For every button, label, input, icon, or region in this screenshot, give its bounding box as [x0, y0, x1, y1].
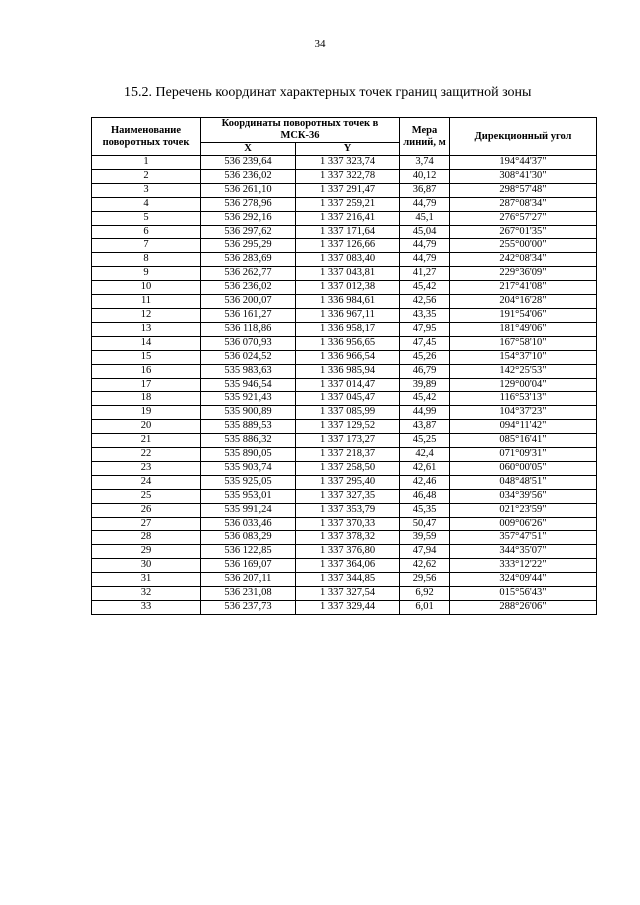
cell-y: 1 336 958,17 — [296, 322, 400, 336]
cell-direction-angle: 009°06'26" — [450, 517, 597, 531]
cell-direction-angle: 048°48'51" — [450, 475, 597, 489]
cell-y: 1 337 327,35 — [296, 489, 400, 503]
cell-line-length: 44,79 — [400, 239, 450, 253]
cell-y: 1 337 218,37 — [296, 448, 400, 462]
table-row — [92, 197, 597, 211]
cell-y: 1 337 012,38 — [296, 281, 400, 295]
cell-point-number: 9 — [92, 267, 201, 281]
cell-y: 1 337 323,74 — [296, 156, 400, 170]
table-body — [92, 156, 597, 615]
table-row — [92, 545, 597, 559]
cell-line-length: 44,99 — [400, 406, 450, 420]
header-point-name: Наименование поворотных точек — [92, 118, 201, 156]
cell-direction-angle: 344°35'07" — [450, 545, 597, 559]
table-row — [92, 531, 597, 545]
cell-y: 1 336 956,65 — [296, 336, 400, 350]
cell-line-length: 43,87 — [400, 420, 450, 434]
table-row — [92, 364, 597, 378]
cell-x: 535 946,54 — [201, 378, 296, 392]
table-row — [92, 211, 597, 225]
cell-line-length: 44,79 — [400, 197, 450, 211]
cell-point-number: 22 — [92, 448, 201, 462]
coordinates-table — [91, 117, 597, 615]
cell-x: 536 297,62 — [201, 225, 296, 239]
cell-direction-angle: 204°16'28" — [450, 295, 597, 309]
cell-point-number: 28 — [92, 531, 201, 545]
cell-x: 536 033,46 — [201, 517, 296, 531]
cell-y: 1 337 329,44 — [296, 601, 400, 615]
cell-point-number: 21 — [92, 434, 201, 448]
cell-point-number: 19 — [92, 406, 201, 420]
cell-x: 536 231,08 — [201, 587, 296, 601]
cell-y: 1 337 378,32 — [296, 531, 400, 545]
cell-line-length: 40,12 — [400, 169, 450, 183]
cell-point-number: 18 — [92, 392, 201, 406]
table-row — [92, 378, 597, 392]
cell-direction-angle: 308°41'30" — [450, 169, 597, 183]
page-number: 34 — [314, 38, 326, 50]
cell-x: 536 236,02 — [201, 169, 296, 183]
table-row — [92, 183, 597, 197]
cell-line-length: 45,1 — [400, 211, 450, 225]
header-direction-angle: Дирекционный угол — [450, 118, 597, 156]
table-row — [92, 448, 597, 462]
cell-direction-angle: 194°44'37" — [450, 156, 597, 170]
table-row — [92, 281, 597, 295]
cell-y: 1 336 984,61 — [296, 295, 400, 309]
cell-x: 536 262,77 — [201, 267, 296, 281]
table-row — [92, 559, 597, 573]
cell-point-number: 30 — [92, 559, 201, 573]
cell-point-number: 11 — [92, 295, 201, 309]
table-row — [92, 308, 597, 322]
cell-line-length: 45,26 — [400, 350, 450, 364]
table-row — [92, 489, 597, 503]
cell-direction-angle: 071°09'31" — [450, 448, 597, 462]
cell-direction-angle: 094°11'42" — [450, 420, 597, 434]
cell-direction-angle: 255°00'00" — [450, 239, 597, 253]
cell-x: 536 169,07 — [201, 559, 296, 573]
cell-direction-angle: 229°36'09" — [450, 267, 597, 281]
cell-point-number: 13 — [92, 322, 201, 336]
cell-y: 1 337 376,80 — [296, 545, 400, 559]
cell-direction-angle: 357°47'51" — [450, 531, 597, 545]
cell-line-length: 46,48 — [400, 489, 450, 503]
cell-x: 535 983,63 — [201, 364, 296, 378]
cell-direction-angle: 276°57'27" — [450, 211, 597, 225]
cell-line-length: 3,74 — [400, 156, 450, 170]
cell-direction-angle: 181°49'06" — [450, 322, 597, 336]
cell-line-length: 50,47 — [400, 517, 450, 531]
cell-point-number: 4 — [92, 197, 201, 211]
cell-y: 1 337 370,33 — [296, 517, 400, 531]
cell-x: 536 292,16 — [201, 211, 296, 225]
header-y: Y — [296, 143, 400, 156]
cell-y: 1 336 967,11 — [296, 308, 400, 322]
table-row — [92, 253, 597, 267]
cell-x: 536 083,29 — [201, 531, 296, 545]
cell-y: 1 337 126,66 — [296, 239, 400, 253]
table-row — [92, 156, 597, 170]
cell-direction-angle: 267°01'35" — [450, 225, 597, 239]
cell-direction-angle: 288°26'06" — [450, 601, 597, 615]
cell-line-length: 39,59 — [400, 531, 450, 545]
cell-x: 536 261,10 — [201, 183, 296, 197]
cell-x: 536 070,93 — [201, 336, 296, 350]
cell-y: 1 337 171,64 — [296, 225, 400, 239]
cell-line-length: 42,62 — [400, 559, 450, 573]
cell-x: 535 991,24 — [201, 503, 296, 517]
table-row — [92, 267, 597, 281]
cell-line-length: 42,46 — [400, 475, 450, 489]
cell-point-number: 14 — [92, 336, 201, 350]
cell-direction-angle: 298°57'48" — [450, 183, 597, 197]
table-row — [92, 239, 597, 253]
cell-y: 1 337 259,21 — [296, 197, 400, 211]
cell-line-length: 45,42 — [400, 392, 450, 406]
table-row — [92, 517, 597, 531]
cell-point-number: 24 — [92, 475, 201, 489]
cell-line-length: 6,92 — [400, 587, 450, 601]
cell-line-length: 6,01 — [400, 601, 450, 615]
cell-point-number: 1 — [92, 156, 201, 170]
cell-x: 536 295,29 — [201, 239, 296, 253]
table-row — [92, 420, 597, 434]
cell-x: 535 903,74 — [201, 461, 296, 475]
cell-direction-angle: 242°08'34" — [450, 253, 597, 267]
cell-y: 1 337 173,27 — [296, 434, 400, 448]
cell-line-length: 45,25 — [400, 434, 450, 448]
cell-point-number: 15 — [92, 350, 201, 364]
cell-point-number: 33 — [92, 601, 201, 615]
cell-x: 535 889,53 — [201, 420, 296, 434]
cell-direction-angle: 015°56'43" — [450, 587, 597, 601]
cell-direction-angle: 104°37'23" — [450, 406, 597, 420]
cell-point-number: 6 — [92, 225, 201, 239]
cell-direction-angle: 324°09'44" — [450, 573, 597, 587]
section-title: 15.2. Перечень координат характерных точек границ защитной зоны — [124, 85, 532, 100]
cell-y: 1 337 291,47 — [296, 183, 400, 197]
cell-x: 535 890,05 — [201, 448, 296, 462]
cell-x: 536 239,64 — [201, 156, 296, 170]
cell-x: 536 200,07 — [201, 295, 296, 309]
cell-point-number: 25 — [92, 489, 201, 503]
cell-point-number: 10 — [92, 281, 201, 295]
cell-point-number: 7 — [92, 239, 201, 253]
cell-point-number: 27 — [92, 517, 201, 531]
cell-y: 1 336 966,54 — [296, 350, 400, 364]
cell-line-length: 47,45 — [400, 336, 450, 350]
cell-point-number: 20 — [92, 420, 201, 434]
table-row — [92, 295, 597, 309]
cell-y: 1 337 216,41 — [296, 211, 400, 225]
cell-line-length: 47,94 — [400, 545, 450, 559]
cell-y: 1 337 295,40 — [296, 475, 400, 489]
table-row — [92, 169, 597, 183]
table-row — [92, 475, 597, 489]
cell-x: 536 024,52 — [201, 350, 296, 364]
cell-direction-angle: 034°39'56" — [450, 489, 597, 503]
cell-point-number: 12 — [92, 308, 201, 322]
cell-x: 536 161,27 — [201, 308, 296, 322]
cell-direction-angle: 085°16'41" — [450, 434, 597, 448]
cell-direction-angle: 060°00'05" — [450, 461, 597, 475]
cell-x: 535 886,32 — [201, 434, 296, 448]
cell-point-number: 8 — [92, 253, 201, 267]
cell-x: 536 283,69 — [201, 253, 296, 267]
cell-y: 1 337 085,99 — [296, 406, 400, 420]
cell-x: 535 925,05 — [201, 475, 296, 489]
cell-x: 536 278,96 — [201, 197, 296, 211]
cell-line-length: 45,04 — [400, 225, 450, 239]
cell-point-number: 17 — [92, 378, 201, 392]
cell-y: 1 337 014,47 — [296, 378, 400, 392]
cell-line-length: 44,79 — [400, 253, 450, 267]
cell-y: 1 337 322,78 — [296, 169, 400, 183]
cell-line-length: 29,56 — [400, 573, 450, 587]
cell-y: 1 337 043,81 — [296, 267, 400, 281]
cell-direction-angle: 287°08'34" — [450, 197, 597, 211]
cell-point-number: 31 — [92, 573, 201, 587]
cell-point-number: 29 — [92, 545, 201, 559]
table-row — [92, 434, 597, 448]
cell-y: 1 337 344,85 — [296, 573, 400, 587]
header-coordinates: Координаты поворотных точек в МСК-36 — [201, 118, 400, 143]
cell-line-length: 45,42 — [400, 281, 450, 295]
cell-line-length: 36,87 — [400, 183, 450, 197]
cell-x: 536 118,86 — [201, 322, 296, 336]
cell-y: 1 337 083,40 — [296, 253, 400, 267]
cell-direction-angle: 191°54'06" — [450, 308, 597, 322]
cell-y: 1 337 129,52 — [296, 420, 400, 434]
cell-line-length: 39,89 — [400, 378, 450, 392]
table-row — [92, 503, 597, 517]
table-row — [92, 406, 597, 420]
table-row — [92, 461, 597, 475]
cell-line-length: 47,95 — [400, 322, 450, 336]
cell-y: 1 336 985,94 — [296, 364, 400, 378]
cell-line-length: 42,56 — [400, 295, 450, 309]
cell-line-length: 42,61 — [400, 461, 450, 475]
cell-direction-angle: 021°23'59" — [450, 503, 597, 517]
cell-line-length: 45,35 — [400, 503, 450, 517]
cell-direction-angle: 116°53'13" — [450, 392, 597, 406]
cell-x: 536 237,73 — [201, 601, 296, 615]
cell-direction-angle: 217°41'08" — [450, 281, 597, 295]
table-row — [92, 336, 597, 350]
cell-y: 1 337 327,54 — [296, 587, 400, 601]
cell-y: 1 337 364,06 — [296, 559, 400, 573]
header-line-length: Мера линий, м — [400, 118, 450, 156]
table-row — [92, 573, 597, 587]
cell-point-number: 16 — [92, 364, 201, 378]
table-row — [92, 587, 597, 601]
cell-line-length: 46,79 — [400, 364, 450, 378]
cell-x: 536 236,02 — [201, 281, 296, 295]
table-row — [92, 601, 597, 615]
cell-line-length: 41,27 — [400, 267, 450, 281]
cell-x: 536 122,85 — [201, 545, 296, 559]
table-row — [92, 322, 597, 336]
cell-point-number: 5 — [92, 211, 201, 225]
cell-x: 535 900,89 — [201, 406, 296, 420]
cell-direction-angle: 142°25'53" — [450, 364, 597, 378]
cell-x: 535 921,43 — [201, 392, 296, 406]
cell-y: 1 337 258,50 — [296, 461, 400, 475]
cell-direction-angle: 154°37'10" — [450, 350, 597, 364]
cell-line-length: 42,4 — [400, 448, 450, 462]
table-header — [92, 118, 597, 156]
table-row — [92, 392, 597, 406]
cell-y: 1 337 353,79 — [296, 503, 400, 517]
cell-point-number: 2 — [92, 169, 201, 183]
cell-x: 535 953,01 — [201, 489, 296, 503]
cell-line-length: 43,35 — [400, 308, 450, 322]
cell-direction-angle: 333°12'22" — [450, 559, 597, 573]
cell-point-number: 32 — [92, 587, 201, 601]
cell-point-number: 23 — [92, 461, 201, 475]
table-row — [92, 225, 597, 239]
cell-x: 536 207,11 — [201, 573, 296, 587]
cell-direction-angle: 129°00'04" — [450, 378, 597, 392]
cell-direction-angle: 167°58'10" — [450, 336, 597, 350]
cell-point-number: 26 — [92, 503, 201, 517]
header-x: X — [201, 143, 296, 156]
cell-y: 1 337 045,47 — [296, 392, 400, 406]
cell-point-number: 3 — [92, 183, 201, 197]
table-row — [92, 350, 597, 364]
